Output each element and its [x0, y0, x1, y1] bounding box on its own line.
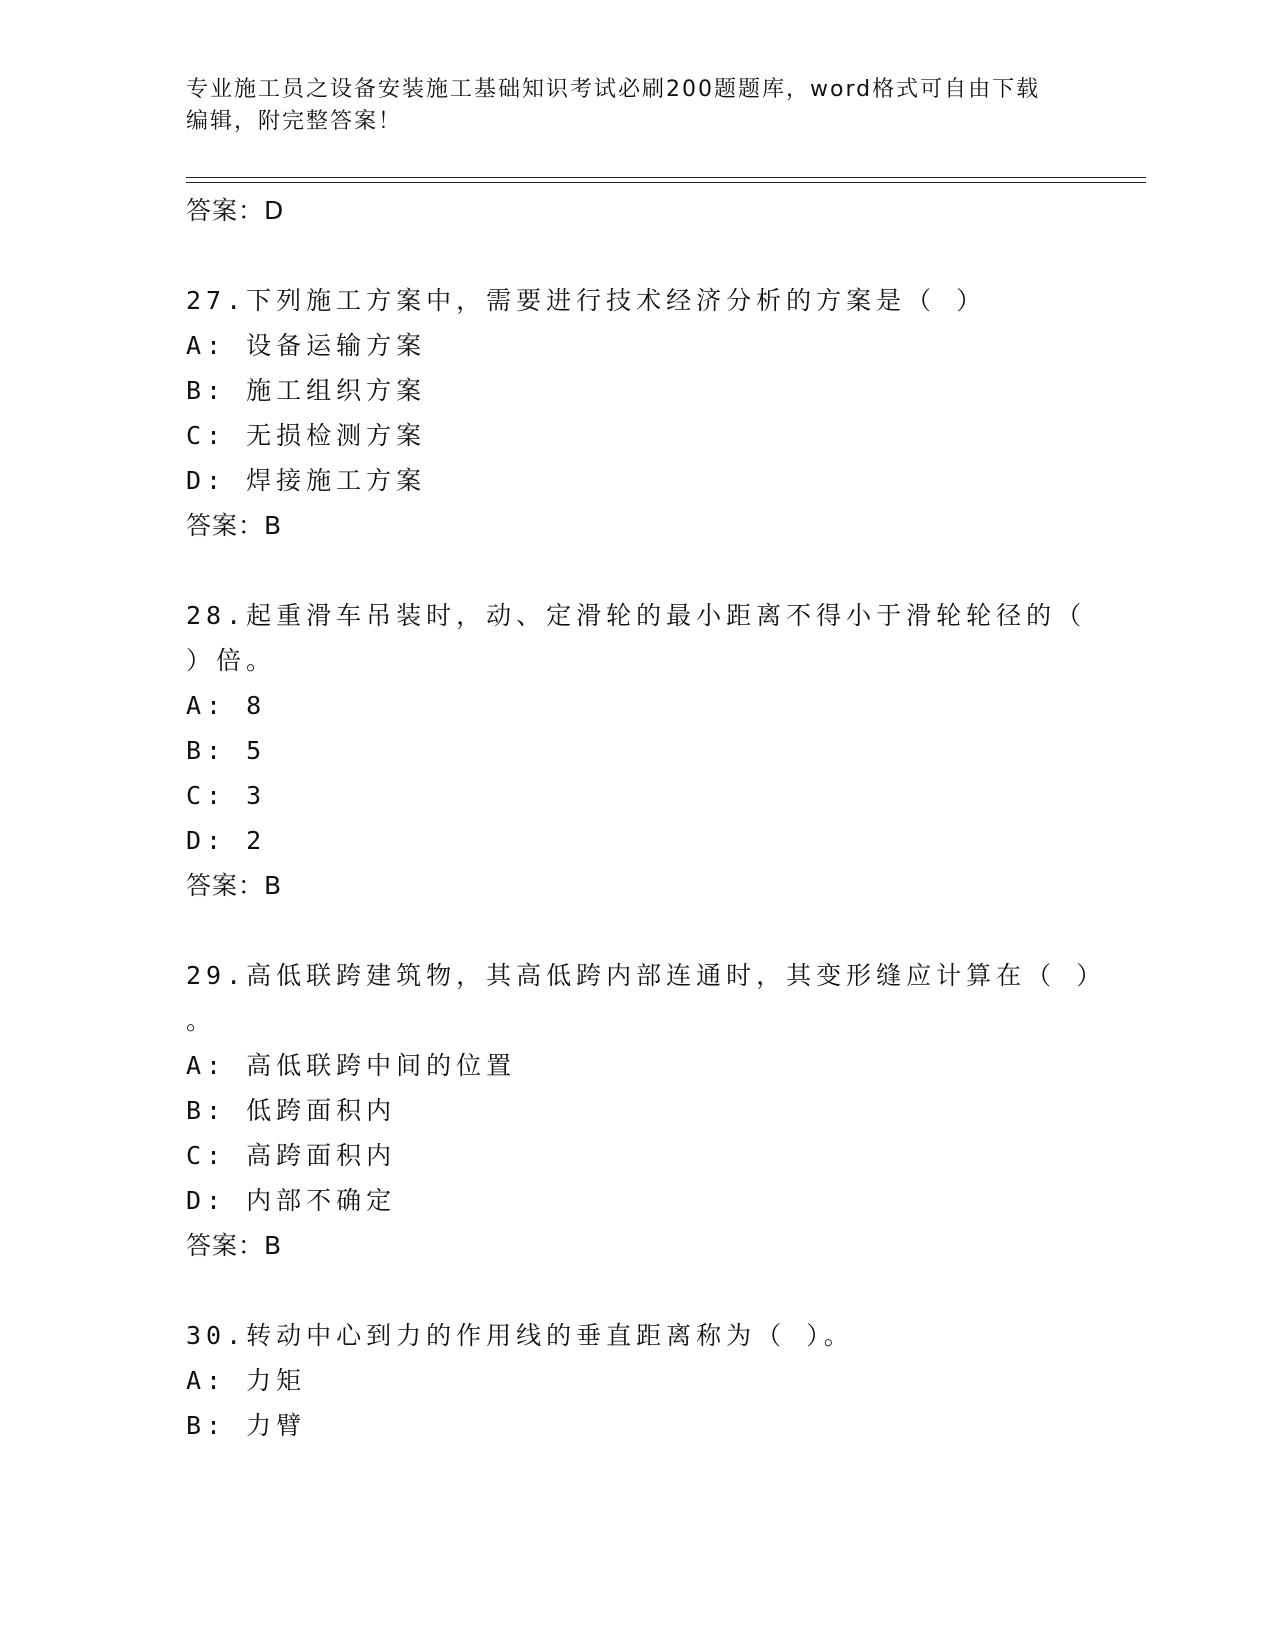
option-a: A: 设备运输方案 [186, 331, 427, 360]
header-rule-bottom [186, 182, 1146, 183]
document-header [186, 74, 1086, 138]
answer: 答案：B [186, 511, 283, 540]
header-title-line-2: 编辑，附完整答案！ [186, 109, 403, 134]
option-d: D: 2 [186, 826, 267, 855]
spacer [186, 548, 1086, 593]
option-a: A: 8 [186, 691, 267, 720]
option-c: C: 3 [186, 781, 267, 810]
option-c: C: 无损检测方案 [186, 421, 427, 450]
question-stem: 29.高低联跨建筑物，其高低跨内部连通时，其变形缝应计算在（ ） [186, 961, 1107, 990]
question-list [186, 188, 1107, 1448]
question-stem: 28.起重滑车吊装时，动、定滑轮的最小距离不得小于滑轮轮径的（ [186, 601, 1087, 630]
answer: 答案：B [186, 1231, 283, 1260]
spacer [186, 908, 1086, 953]
option-a: A: 力矩 [186, 1366, 307, 1395]
option-c: C: 高跨面积内 [186, 1141, 397, 1170]
question-27 [186, 278, 1086, 548]
previous-answer: 答案：D [186, 196, 285, 225]
question-stem: 30.转动中心到力的作用线的垂直距离称为（ ）。 [186, 1321, 854, 1350]
option-b: B: 5 [186, 736, 267, 765]
option-d: D: 内部不确定 [186, 1186, 397, 1215]
option-a: A: 高低联跨中间的位置 [186, 1051, 517, 1080]
question-29 [186, 953, 1107, 1268]
spacer [186, 1268, 1086, 1313]
answer: 答案：B [186, 871, 283, 900]
option-b: B: 力臂 [186, 1411, 307, 1440]
question-28 [186, 593, 1086, 908]
question-30 [186, 1313, 1086, 1448]
option-d: D: 焊接施工方案 [186, 466, 427, 495]
option-b: B: 施工组织方案 [186, 376, 427, 405]
header-rule-top [186, 177, 1146, 178]
question-stem-continued: ）倍。 [186, 646, 277, 675]
spacer [186, 233, 1086, 278]
option-b: B: 低跨面积内 [186, 1096, 397, 1125]
question-stem-continued: 。 [186, 1006, 217, 1035]
header-title-line-1: 专业施工员之设备安装施工基础知识考试必刷200题题库，word格式可自由下载 [186, 77, 1041, 102]
question-stem: 27.下列施工方案中，需要进行技术经济分析的方案是（ ） [186, 286, 987, 315]
